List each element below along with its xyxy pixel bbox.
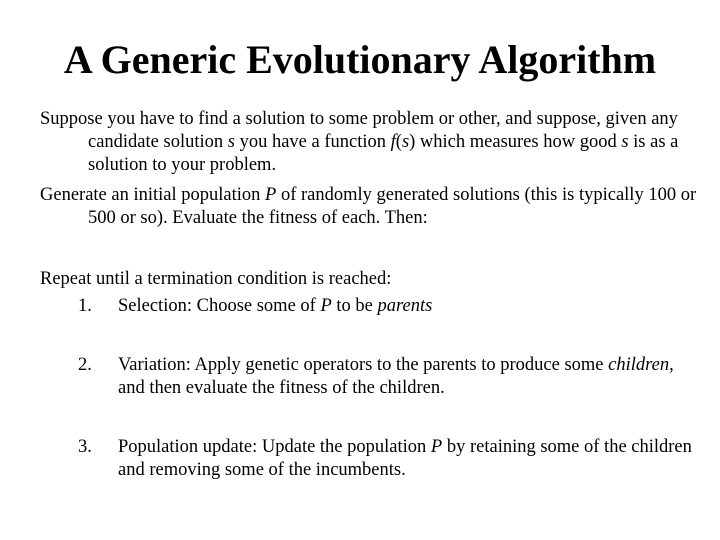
step-text: Variation: Apply genetic operators to the parents to produce some children, and then evaluate the fitness of the children. — [118, 355, 674, 398]
term-children: children — [608, 355, 670, 375]
var-s: s — [621, 132, 629, 152]
var-p: P — [265, 185, 277, 205]
var-p: P — [320, 296, 332, 316]
intro-text: Suppose you have to find a solution to some problem or other, and suppose, given any candidate solution — [40, 109, 678, 152]
init-text: Generate an initial population — [40, 185, 266, 205]
init-paragraph — [40, 184, 720, 230]
step-number: 1. — [78, 296, 92, 316]
intro-text: you have a function — [234, 132, 391, 152]
step-number: 3. — [78, 437, 92, 457]
intro-paragraph — [40, 108, 720, 177]
intro-text: ) which measures how good — [409, 132, 622, 152]
init-text: of randomly generated solutions (this is typically 100 or 500 or so). Evaluate the fitness of each. Then: — [88, 185, 697, 228]
var-p: P — [430, 437, 443, 457]
intro-text: is as a solution to your problem. — [88, 132, 679, 175]
step-text: Selection: Choose some of P to be parents — [118, 296, 433, 316]
var-f: f — [390, 132, 396, 152]
slide-title: A Generic Evolutionary Algorithm — [63, 37, 657, 82]
repeat-line: Repeat until a termination condition is reached: — [40, 269, 392, 289]
intro-text: ( — [395, 132, 402, 152]
var-s: s — [227, 132, 235, 152]
term-parents: parents — [377, 296, 433, 316]
step-text: Population update: Update the population P by retaining some of the children and removing some of the incumbents. — [118, 437, 692, 480]
var-s: s — [401, 132, 410, 152]
step-number: 2. — [78, 355, 92, 375]
